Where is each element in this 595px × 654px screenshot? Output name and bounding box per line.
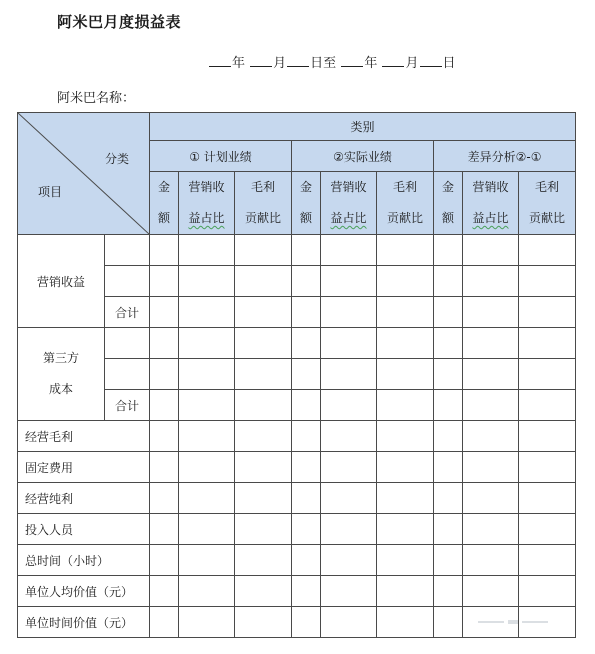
table-row	[18, 235, 576, 266]
row-label-fixed-cost: 固定费用	[18, 452, 150, 483]
actual-ratio-header: 营销收 益占比	[321, 172, 377, 235]
row-label-staff-input: 投入人员	[18, 514, 150, 545]
third-party-subtotal-label: 合计	[105, 390, 150, 421]
table-row	[18, 514, 576, 545]
year-end-label: 年	[364, 56, 378, 71]
row-label-third-party-cost: 第三方 成本	[18, 328, 105, 421]
corner-diagonal-line	[18, 113, 149, 234]
table-row	[18, 328, 576, 359]
corner-item-label: 项目	[38, 185, 63, 199]
corner-category-label: 分类	[104, 152, 129, 166]
plan-group-header: ① 计划业绩	[150, 141, 292, 172]
month-end-blank[interactable]	[382, 54, 404, 67]
year-start-label: 年	[232, 56, 246, 71]
diff-amount-header: 金 额	[434, 172, 463, 235]
row-label-value-per-person: 单位人均价值（元）	[18, 576, 150, 607]
day-to-label: 日至	[310, 56, 337, 71]
plan-ratio-header: 营销收 益占比	[179, 172, 235, 235]
diff-margin-header: 毛利 贡献比	[519, 172, 576, 235]
row-label-total-time: 总时间（小时）	[18, 545, 150, 576]
table-row	[18, 452, 576, 483]
row-label-sales-revenue: 营销收益	[18, 235, 105, 328]
actual-group-header: ②实际业绩	[292, 141, 434, 172]
table-row	[18, 576, 576, 607]
ameba-name-label: 阿米巴名称：	[57, 91, 136, 106]
diff-group-header: 差异分析②-①	[434, 141, 576, 172]
profit-loss-table	[17, 112, 576, 638]
category-header: 类别	[150, 113, 576, 141]
sales-subtotal-label: 合计	[105, 297, 150, 328]
sub-item-cell[interactable]	[105, 328, 150, 359]
year-end-blank[interactable]	[341, 54, 363, 67]
plan-amount-header: 金 额	[150, 172, 179, 235]
month-end-label: 月	[405, 56, 419, 71]
month-start-blank[interactable]	[250, 54, 272, 67]
actual-margin-header: 毛利 贡献比	[377, 172, 434, 235]
ameba-name-line	[57, 87, 175, 106]
actual-amount-header: 金 额	[292, 172, 321, 235]
period-line	[208, 52, 456, 71]
table-row	[18, 545, 576, 576]
sub-item-cell[interactable]	[105, 359, 150, 390]
sub-item-cell[interactable]	[105, 235, 150, 266]
table-row	[18, 483, 576, 514]
corner-header-cell	[18, 113, 150, 235]
row-label-operating-net-profit: 经营纯利	[18, 483, 150, 514]
month-start-label: 月	[273, 56, 287, 71]
day-start-blank[interactable]	[287, 54, 309, 67]
page-title: 阿米巴月度损益表	[57, 13, 182, 31]
day-end-label: 日	[442, 56, 456, 71]
watermark-mark	[478, 618, 548, 626]
row-label-operating-gross-profit: 经营毛利	[18, 421, 150, 452]
diff-ratio-header: 营销收 益占比	[463, 172, 519, 235]
year-start-blank[interactable]	[209, 54, 231, 67]
day-end-blank[interactable]	[420, 54, 442, 67]
table-row	[18, 421, 576, 452]
row-label-value-per-hour: 单位时间价值（元）	[18, 607, 150, 638]
sub-item-cell[interactable]	[105, 266, 150, 297]
plan-margin-header: 毛利 贡献比	[235, 172, 292, 235]
